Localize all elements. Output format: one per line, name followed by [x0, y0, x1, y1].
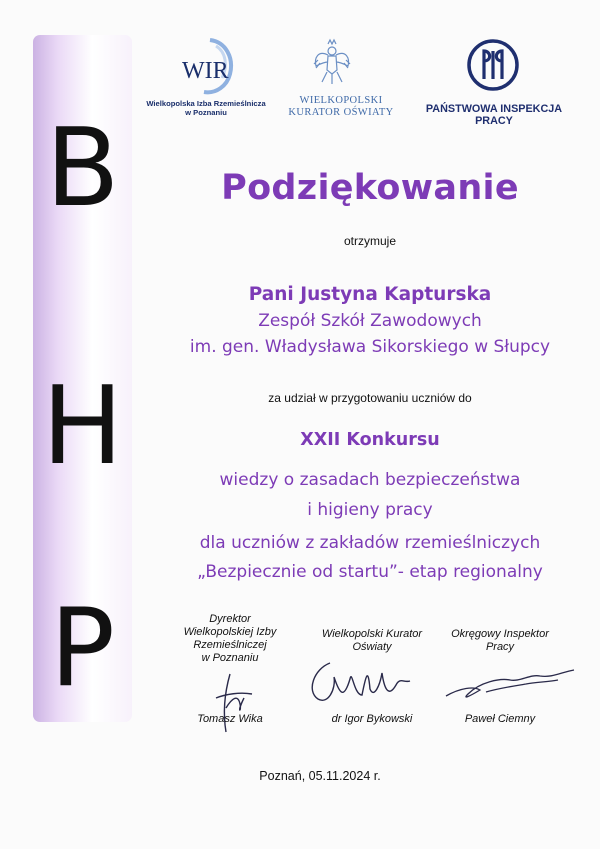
band-letter-b: B — [45, 106, 120, 231]
signatory-3-title-line2: Pracy — [485, 641, 515, 653]
kurator-name-line1: WIELKOPOLSKI — [299, 95, 383, 106]
contest-title: XXII Konkursu — [300, 430, 440, 450]
signatory-1-title — [160, 613, 300, 665]
pip-name-line1: PAŃSTWOWA INSPEKCJA — [425, 103, 563, 115]
certificate-title: Podziękowanie — [221, 168, 519, 208]
pip-name-line2: PRACY — [475, 115, 513, 127]
school-line2: im. gen. Władysława Sikorskiego w Słupcy — [189, 337, 551, 357]
signatory-2-name: dr Igor Bykowski — [331, 713, 413, 725]
contest-line3: dla uczniów z zakładów rzemieślniczych — [199, 533, 541, 553]
band-letter-h: H — [41, 364, 124, 489]
wir-logo-name — [130, 99, 282, 117]
signature-2 — [300, 655, 430, 715]
signatory-1-title-line4: w Poznaniu — [201, 652, 259, 664]
signatory-1-title-line3: Rzemieślniczej — [193, 639, 267, 651]
wir-name-line1: Wielkopolska Izba Rzemieślnicza — [146, 99, 266, 108]
signatory-3-title-line1: Okręgowy Inspektor — [451, 628, 549, 640]
signatory-3-title — [440, 628, 560, 654]
school-line1: Zespół Szkół Zawodowych — [258, 311, 482, 331]
pip-logo-name — [420, 103, 568, 127]
receives-label: otrzymuje — [343, 234, 396, 248]
signatory-2-title — [302, 628, 442, 654]
contest-line1: wiedzy o zasadach bezpieczeństwa — [219, 470, 521, 490]
signatory-1-title-line2: Wielkopolskiej Izby — [183, 626, 277, 638]
signatory-3-name: Paweł Ciemny — [464, 713, 536, 725]
contest-line4: „Bezpiecznie od startu”- etap regionalny — [197, 562, 543, 582]
signatory-2-title-line2: Oświaty — [352, 641, 392, 653]
signatory-2-title-line1: Wielkopolski Kurator — [321, 628, 423, 640]
recipient-name: Pani Justyna Kapturska — [248, 284, 492, 305]
eagle-emblem-icon — [312, 38, 352, 88]
bhp-side-band — [33, 35, 132, 722]
signature-1 — [196, 668, 266, 738]
band-letter-p: P — [49, 586, 116, 711]
reason-text: za udział w przygotowaniu uczniów do — [268, 391, 472, 405]
wir-name-line2: w Poznaniu — [185, 108, 227, 117]
signature-3 — [440, 662, 580, 712]
contest-line2: i higieny pracy — [307, 500, 433, 520]
signatory-1-title-line1: Dyrektor — [209, 613, 251, 625]
issue-date: Poznań, 05.11.2024 r. — [259, 769, 381, 783]
wir-logo — [180, 36, 234, 96]
signatory-1-name: Tomasz Wika — [197, 713, 263, 725]
kurator-name-line2: KURATOR OŚWIATY — [288, 107, 394, 118]
wir-logo-text: WIR — [182, 58, 229, 84]
pip-logo — [467, 39, 519, 91]
kurator-logo-name — [282, 95, 400, 119]
